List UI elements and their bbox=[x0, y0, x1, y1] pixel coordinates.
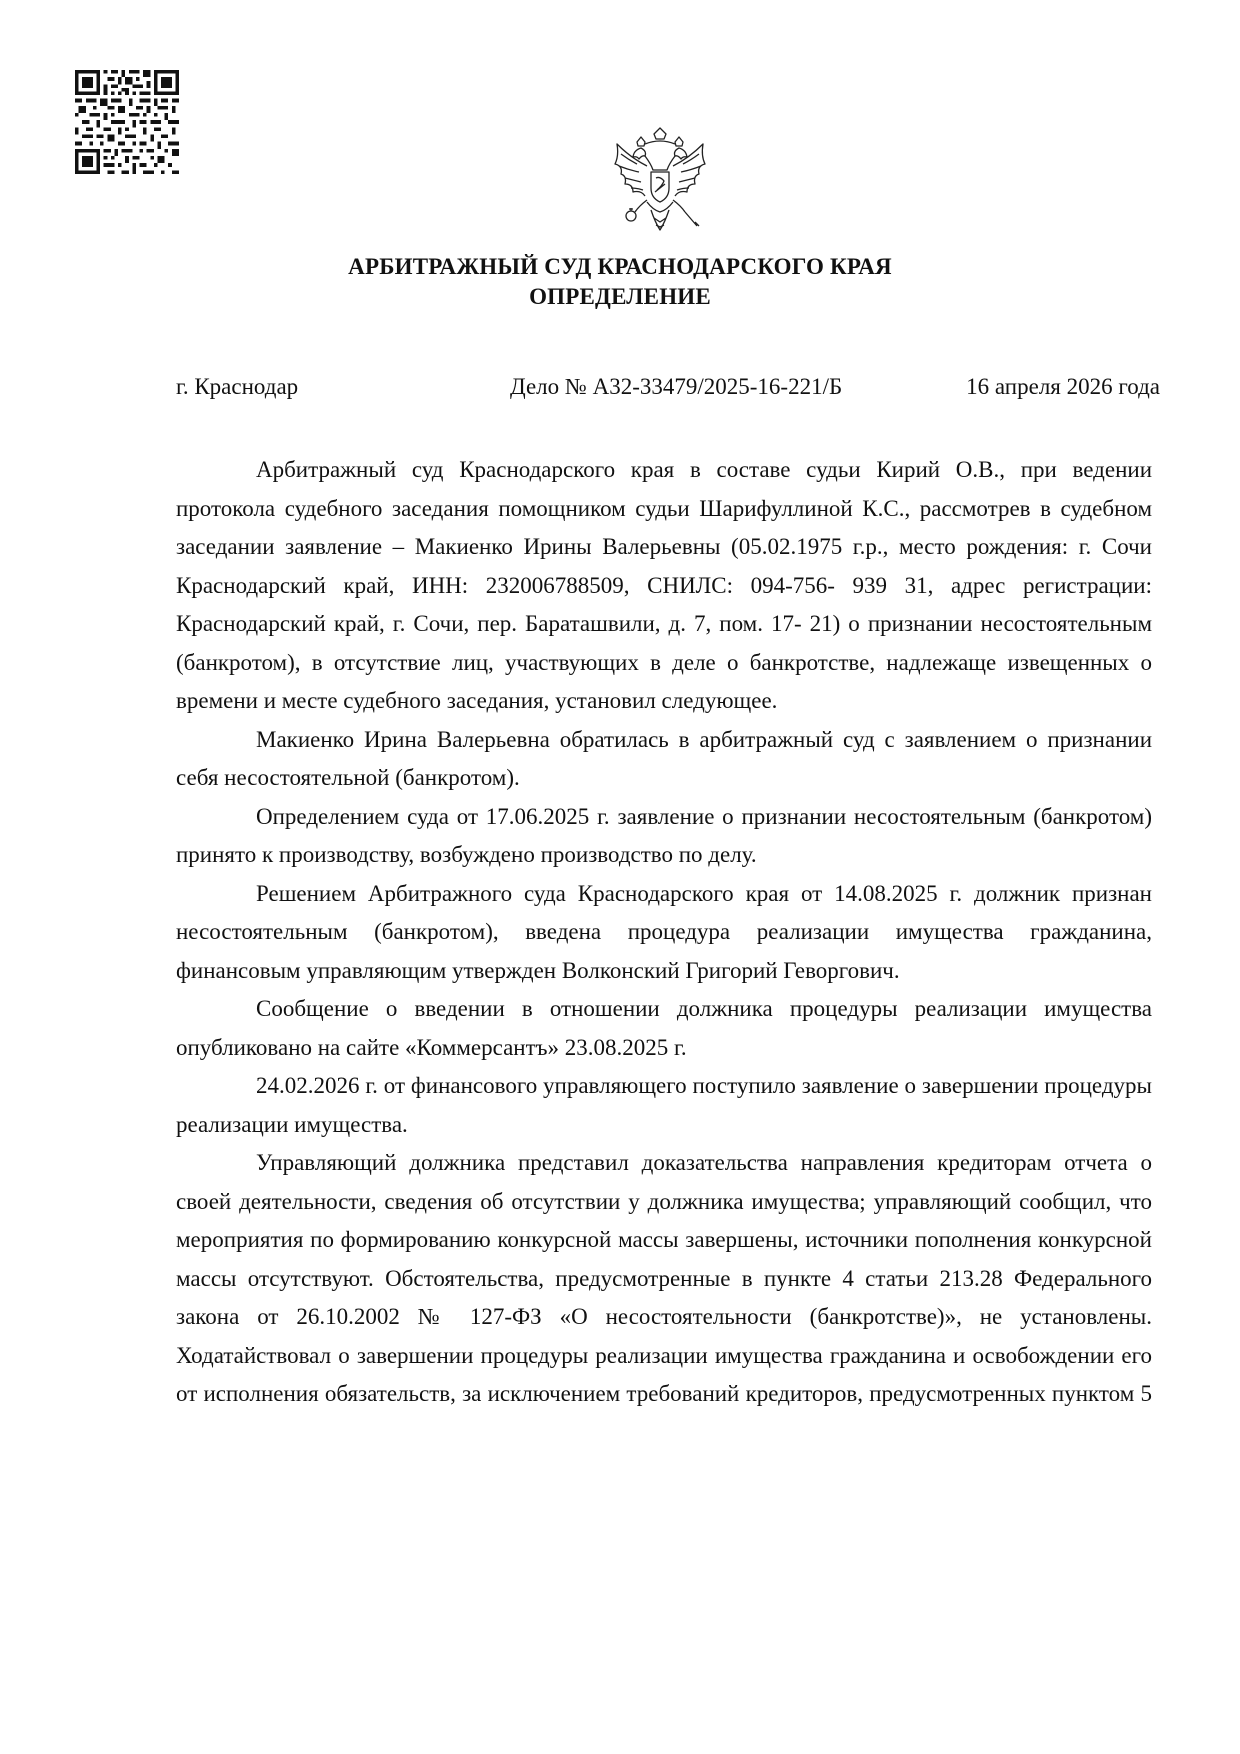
paragraph: Сообщение о введении в отношении должника процедуры реализации имущества опубликовано на сайте «Коммерсантъ» 23.08.2025 г. bbox=[176, 996, 1152, 1060]
paragraph: Макиенко Ирина Валерьевна обратилась в арбитражный суд с заявлением о признании себя несостоятельной (банкротом). bbox=[176, 726, 1152, 790]
paragraph: Арбитражный суд Краснодарского края в составе судьи Кирий О.В., при ведении протокола судебного заседания помощником судьи Шарифуллиной К.С., рассмотрев в судебном заседании заявление – Макиенко Ирины Валерьевны (05.02.1975 г.р., место рождения: г. Сочи Краснодарский край, ИНН: 232006788509, СНИЛС: 094-756- 939 31, адрес регистрации: Краснодарский край, г. Сочи, пер. Бараташвили, д. 7, пом. 17- 21) о признании несостоятельным (банкротом), в отсутствие лиц, участвующих в деле о банкротстве, надлежаще извещенных о времени и месте судебного заседания, установил следующее. bbox=[176, 457, 1152, 713]
paragraph: Решением Арбитражного суда Краснодарского края от 14.08.2025 г. должник признан несостоятельным (банкротом), введена процедура реализации имущества гражданина, финансовым управляющим утвержден Волконский Григорий Геворгович. bbox=[176, 880, 1152, 983]
city: г. Краснодар bbox=[176, 374, 299, 399]
qr-code bbox=[75, 70, 179, 174]
document-date: 16 апреля 2026 года bbox=[966, 374, 1160, 399]
case-number: Дело № А32-33479/2025-16-221/Б bbox=[510, 374, 843, 399]
paragraph: Определением суда от 17.06.2025 г. заявление о признании несостоятельным (банкротом) принято к производству, возбуждено производство по делу. bbox=[176, 803, 1152, 867]
document-body bbox=[176, 451, 1152, 1414]
court-name: АРБИТРАЖНЫЙ СУД КРАСНОДАРСКОГО КРАЯ bbox=[348, 254, 892, 279]
paragraph: 24.02.2026 г. от финансового управляющего поступило заявление о завершении процедуры реализации имущества. bbox=[176, 1073, 1152, 1137]
paragraph: Управляющий должника представил доказательства направления кредиторам отчета о своей деятельности, сведения об отсутствии у должника имущества; управляющий сообщил, что мероприятия по формированию конкурсной массы завершены, источники пополнения конкурсной массы отсутствуют. Обстоятельства, предусмотренные в пункте 4 статьи 213.28 Федерального закона от 26.10.2002 № 127-ФЗ «О несостоятельности (банкротстве)», не установлены. Ходатайствовал о завершении процедуры реализации имущества гражданина и освобождении его от исполнения обязательств, за исключением требований кредиторов, предусмотренных пунктом 5 bbox=[176, 1150, 1152, 1406]
document-type-title: ОПРЕДЕЛЕНИЕ bbox=[529, 284, 711, 309]
coat-of-arms-emblem bbox=[607, 126, 713, 238]
